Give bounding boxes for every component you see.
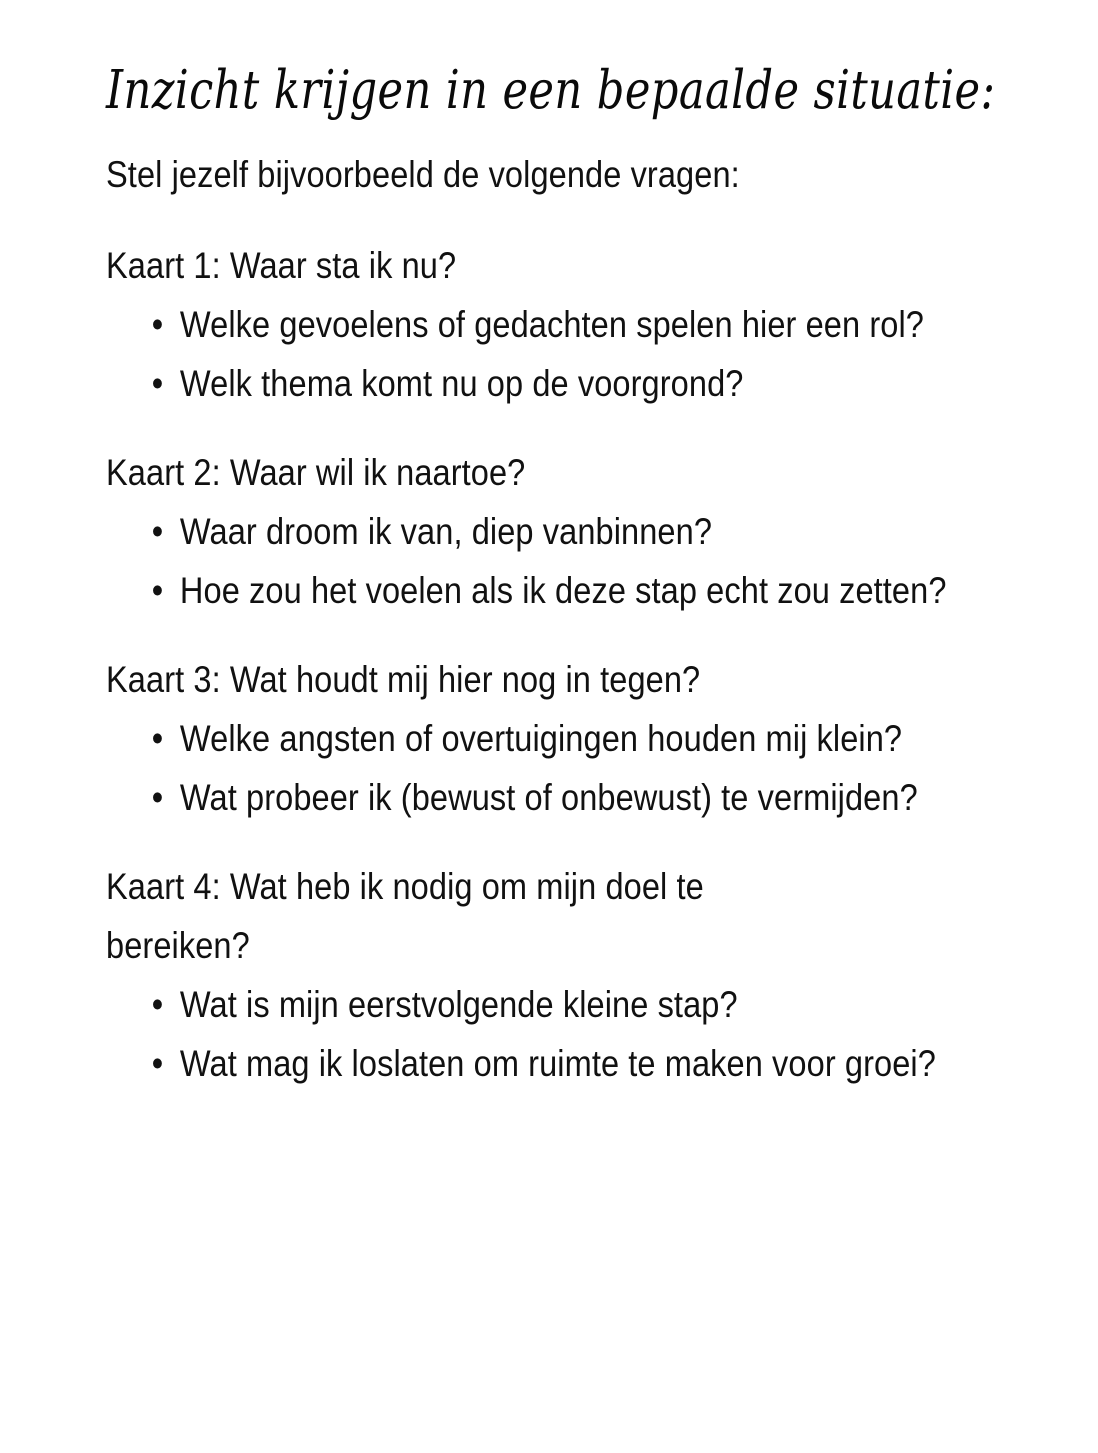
card-section-1 (106, 236, 956, 413)
bullet-icon: • (151, 511, 164, 553)
list-item-label: Waar droom ik van, diep vanbinnen? (179, 511, 713, 553)
card-heading-1: Kaart 1: Waar sta ik nu? (106, 245, 457, 287)
list-item (106, 1034, 995, 1093)
bullet-icon: • (151, 363, 164, 405)
card-section-2 (106, 443, 956, 620)
list-item (106, 975, 995, 1034)
intro-paragraph: Stel jezelf bijvoorbeeld de volgende vragen: (106, 154, 740, 196)
list-item-label: Welke gevoelens of gedachten spelen hier een rol? (179, 304, 924, 346)
list-item (106, 295, 995, 354)
bullet-icon: • (151, 570, 164, 612)
bullet-icon: • (151, 777, 164, 819)
card-section-4 (106, 857, 956, 1093)
bullet-icon: • (151, 1043, 164, 1085)
card-2-question-list (106, 502, 956, 620)
list-item-label: Wat is mijn eerstvolgende kleine stap? (179, 984, 738, 1026)
bullet-icon: • (151, 718, 164, 760)
card-1-question-list (106, 295, 956, 413)
list-item (106, 354, 995, 413)
card-4-question-list (106, 975, 956, 1093)
page-title: Inzicht krijgen in een bepaalde situatie: (106, 60, 996, 121)
list-item (106, 502, 995, 561)
card-heading-3: Kaart 3: Wat houdt mij hier nog in tegen? (106, 659, 701, 701)
list-item-label: Welke angsten of overtuigingen houden mij klein? (179, 718, 903, 760)
bullet-icon: • (151, 304, 164, 346)
list-item-label: Wat mag ik loslaten om ruimte te maken voor groei? (179, 1043, 936, 1085)
bullet-icon: • (151, 984, 164, 1026)
list-item (106, 768, 995, 827)
list-item (106, 709, 995, 768)
list-item-label: Welk thema komt nu op de voorgrond? (179, 363, 744, 405)
list-item (106, 561, 995, 620)
card-3-question-list (106, 709, 956, 827)
list-item-label: Wat probeer ik (bewust of onbewust) te vermijden? (179, 777, 918, 819)
card-section-3 (106, 650, 956, 827)
list-item-label: Hoe zou het voelen als ik deze stap echt zou zetten? (179, 570, 947, 612)
card-heading-4: Kaart 4: Wat heb ik nodig om mijn doel te bereiken? (106, 866, 704, 967)
document-body (106, 60, 996, 1093)
card-heading-2: Kaart 2: Waar wil ik naartoe? (106, 452, 526, 494)
